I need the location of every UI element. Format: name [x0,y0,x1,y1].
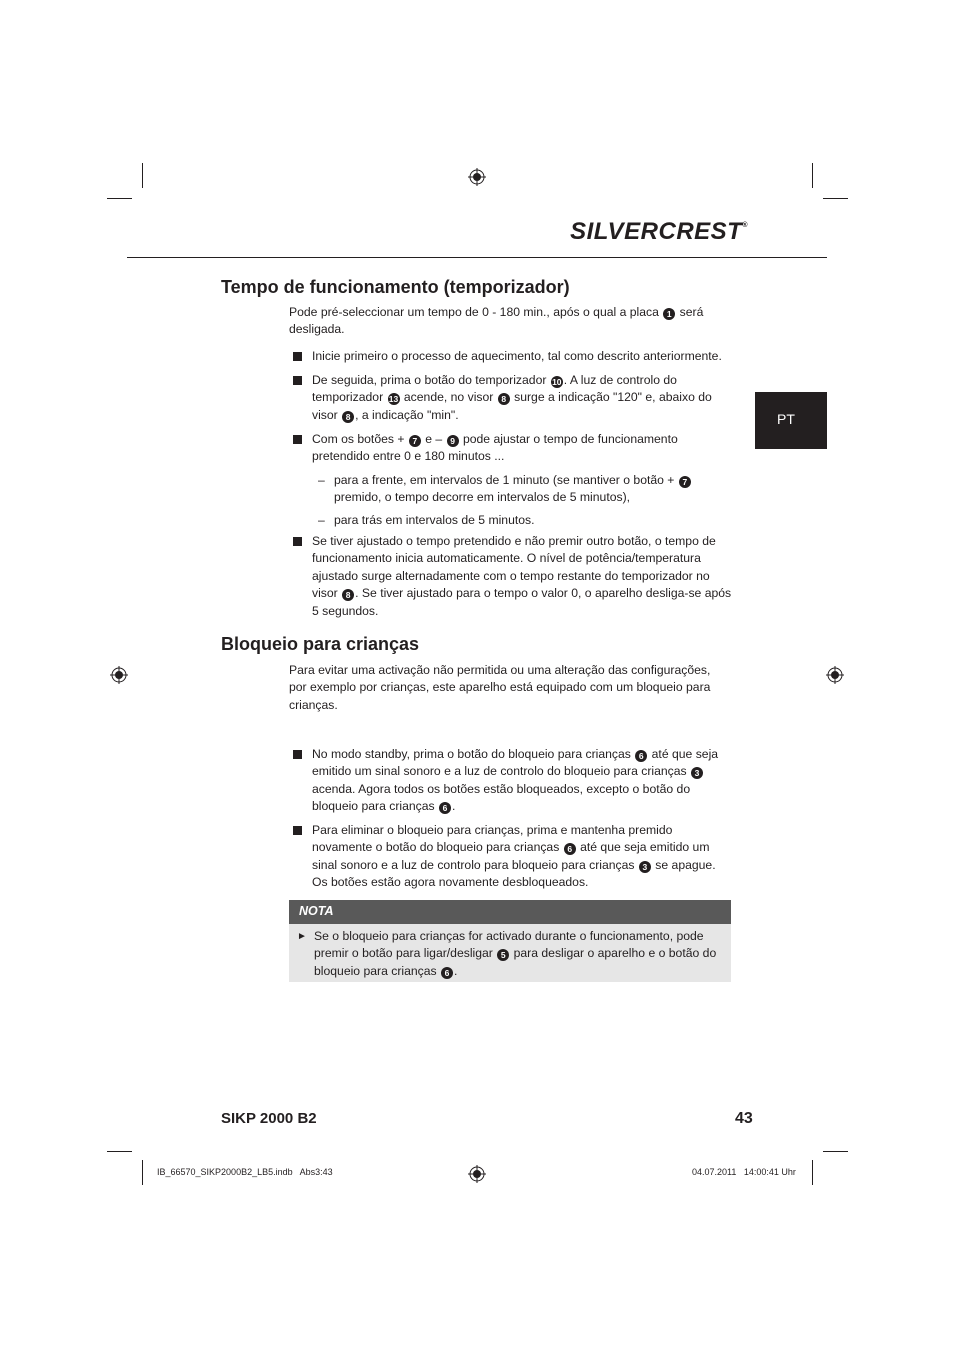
model-number: SIKP 2000 B2 [221,1110,317,1127]
registration-mark-icon [468,1165,486,1183]
list-item-text: Para eliminar o bloqueio para crianças, prima e mantenha premido novamente o botão do bloqueio para crianças 6 até que seja emitido um sinal sonoro e a luz de controlo para bloqueio para crianças 3 se apague. Os botões estão agora novamente desbloqueados. [312,823,716,890]
bullet-square-icon [293,352,302,361]
section-heading-child-lock: Bloqueio para crianças [221,634,420,654]
reference-number-badge: 8 [498,393,510,405]
bullet-square-icon [293,826,302,835]
list-item-text: De seguida, prima o botão do temporizador 10 . A luz de controlo do temporizador 13 acende, no visor 8 surge a indicação "120" e, abaixo do visor 8 , a indicação "min". [312,373,712,422]
note-body [289,924,731,982]
registration-mark-icon [110,666,128,684]
timer-intro: Pode pré-seleccionar um tempo de 0 - 180 min., após o qual a placa 1 será desligada. [289,305,704,337]
list-item-text: Inicie primeiro o processo de aquecimento, tal como descrito anteriormente. [312,349,722,363]
language-tab [755,392,827,449]
note-header [289,900,731,924]
reference-number-badge: 6 [441,967,453,979]
reference-number-badge: 5 [497,949,509,961]
reference-number-badge: 1 [663,308,675,320]
sub-list-item-text: para a frente, em intervalos de 1 minuto (se mantiver o botão + 7 premido, o tempo decorre em intervalos de 5 minutos), [334,472,714,507]
list-item-text: Se tiver ajustado o tempo pretendido e não premir outro botão, o tempo de funcionamento inicia automaticamente. O nível de potência/temperatura ajustado surge alternadamente com o tempo restante do temporizador no visor 8 . Se tiver ajustado para o tempo o valor 0, o aparelho desliga-se após 5 segundos. [312,534,732,618]
crop-mark [142,1160,143,1185]
crop-mark [107,1151,132,1152]
registration-mark-icon [826,666,844,684]
reference-number-badge: 6 [564,843,576,855]
reference-number-badge: 7 [409,435,421,447]
print-slug-left: IB_66570_SIKP2000B2_LB5.indb Abs3:43 [157,1167,333,1177]
crop-mark [812,1160,813,1185]
note-title: NOTA [299,904,334,918]
crop-mark [823,198,848,199]
print-slug-right: 04.07.2011 14:00:41 Uhr [692,1167,796,1177]
bullet-square-icon [293,750,302,759]
reference-number-badge: 8 [342,589,354,601]
trademark-symbol: ® [742,222,748,229]
list-item-text: No modo standby, prima o botão do bloqueio para crianças 6 até que seja emitido um sinal sonoro e a luz de controlo do bloqueio para crianças 3 acenda. Agora todos os botões estão bloqueados, excepto o botão do bloqueio para crianças 6 . [312,747,719,814]
language-tab-label: PT [777,411,795,427]
section-heading-timer: Tempo de funcionamento (temporizador) [221,277,570,297]
reference-number-badge: 3 [691,767,703,779]
brand-name: SILVERCREST [570,218,743,245]
page-number: 43 [735,1110,753,1127]
child-lock-intro: Para evitar uma activação não permitida ou uma alteração das configurações, por exemplo por crianças, este aparelho está equipado com um bloqueio para crianças. [289,663,711,712]
crop-mark [142,163,143,188]
list-item-text: Com os botões + 7 e – 9 pode ajustar o tempo de funcionamento pretendido entre 0 e 180 minutos ... [312,432,678,464]
header-divider [127,257,827,258]
sub-list-item-text: para trás em intervalos de 5 minutos. [334,513,535,527]
arrow-right-icon: ► [297,931,307,942]
brand-logo [570,218,748,246]
reference-number-badge: 9 [447,435,459,447]
reference-number-badge: 6 [635,750,647,762]
crop-mark [823,1151,848,1152]
dash-marker: – [318,473,325,487]
crop-mark [812,163,813,188]
reference-number-badge: 10 [552,377,562,387]
registration-mark-icon [468,168,486,186]
bullet-square-icon [293,376,302,385]
reference-number-badge: 6 [439,802,451,814]
crop-mark [107,198,132,199]
reference-number-badge: 7 [679,476,691,488]
bullet-square-icon [293,435,302,444]
dash-marker: – [318,513,325,527]
note-text: Se o bloqueio para crianças for activado durante o funcionamento, pode premir o botão para ligar/desligar 5 para desligar o aparelho e o botão do bloqueio para crianças 6 . [314,929,717,978]
reference-number-badge: 13 [388,394,399,405]
bullet-square-icon [293,537,302,546]
reference-number-badge: 8 [342,411,354,423]
reference-number-badge: 3 [639,861,651,873]
